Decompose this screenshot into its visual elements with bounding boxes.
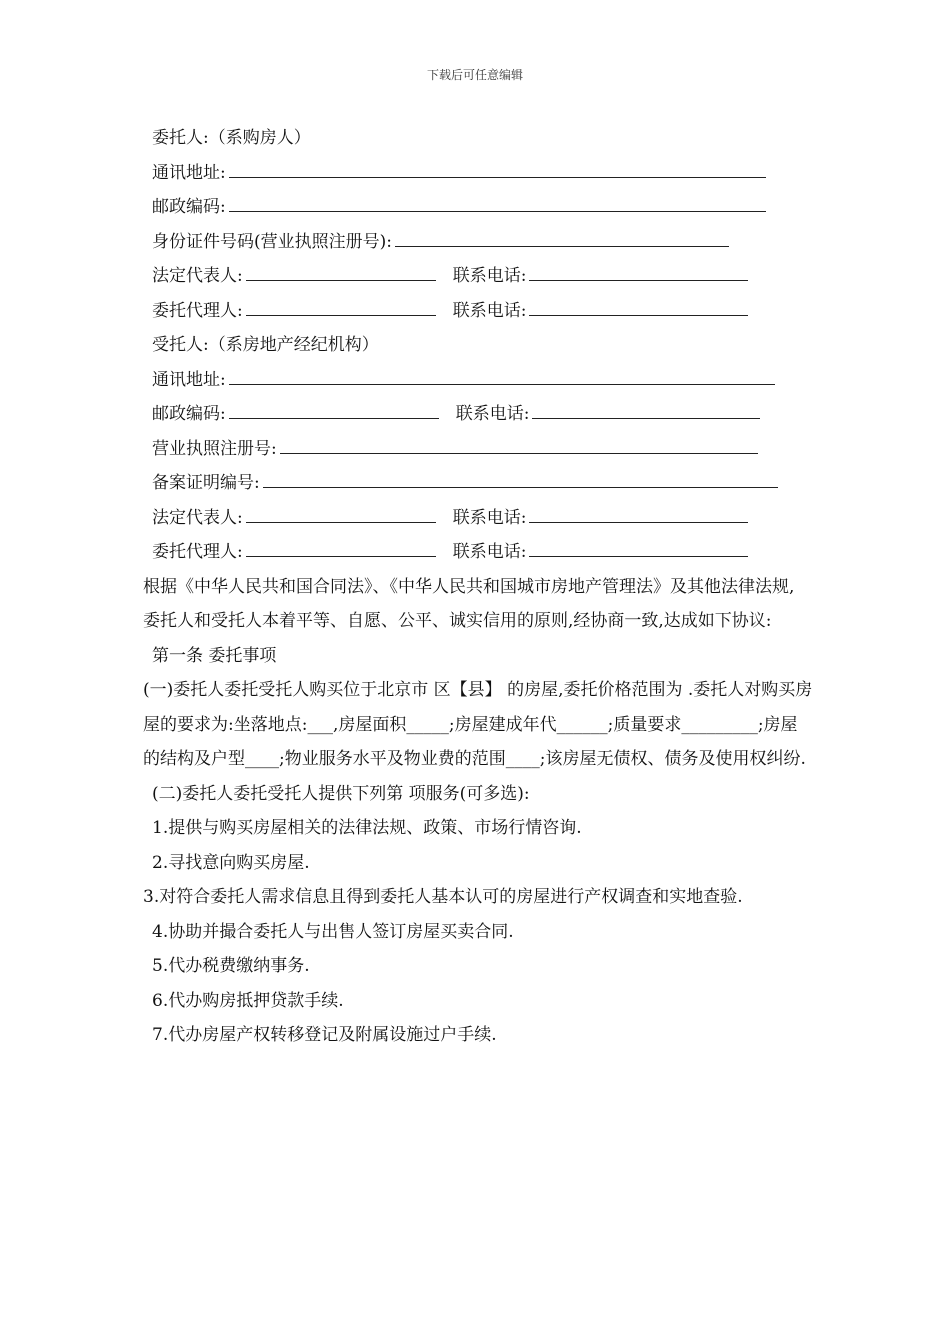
- principles-text: 委托人和受托人本着平等、自愿、公平、诚实信用的原则,经协商一致,达成如下协议:: [143, 611, 772, 631]
- principal-legal-rep-phone-label: 联系电话:: [452, 266, 527, 286]
- principal-legal-rep-label: 法定代表人:: [152, 266, 243, 286]
- trustee-agent-phone-label: 联系电话:: [452, 542, 527, 562]
- service-item: 7.代办房屋产权转移登记及附属设施过户手续.: [152, 1025, 497, 1045]
- trustee-title: 受托人:（系房地产经纪机构）: [152, 335, 379, 355]
- trustee-filing-field[interactable]: [263, 469, 778, 488]
- trustee-license-row: [143, 432, 813, 467]
- trustee-legal-rep-label: 法定代表人:: [152, 507, 243, 528]
- trustee-license-label: 营业执照注册号:: [152, 438, 277, 459]
- principal-address-label: 通讯地址:: [152, 162, 226, 183]
- trustee-postal-label: 邮政编码:: [152, 404, 226, 424]
- trustee-filing-row: [143, 466, 813, 501]
- trustee-agent-phone-field[interactable]: [529, 538, 748, 557]
- principal-address-field[interactable]: [229, 159, 766, 178]
- principal-agent-field[interactable]: [246, 297, 436, 316]
- trustee-legal-rep-phone-label: 联系电话:: [452, 507, 527, 528]
- legal-basis-paragraph: [134, 570, 813, 605]
- article-1-item-1-text: (一)委托人委托受托人购买位于北京市 区【县】 的房屋,委托价格范围为 .委托人对购买房屋的要求为:坐落地点:___,房屋面积_____;房屋建成年代______;质量要求_________;房屋的结构及户型____;物业服务水平及物业费的范围____;该房屋无债权、债务及使用权纠纷.: [143, 680, 813, 769]
- trustee-address-field[interactable]: [229, 366, 775, 385]
- trustee-postal-phone-label: 联系电话:: [455, 404, 530, 424]
- contract-body: [143, 121, 813, 1053]
- principal-id-field[interactable]: [395, 228, 729, 247]
- article-1-item-2: (二)委托人委托受托人提供下列第 项服务(可多选):: [152, 783, 530, 804]
- principal-agent-phone-label: 联系电话:: [452, 300, 527, 321]
- trustee-agent-row: [143, 535, 813, 570]
- trustee-postal-row: [143, 397, 813, 432]
- principal-title: 委托人:（系购房人）: [152, 128, 311, 148]
- legal-basis-text: 根据《中华人民共和国合同法》、《中华人民共和国城市房地产管理法》及其他法律法规,: [143, 576, 795, 597]
- principal-address-row: [143, 156, 813, 191]
- trustee-license-field[interactable]: [280, 435, 758, 454]
- principal-agent-row: [143, 294, 813, 329]
- service-item: 6.代办购房抵押贷款手续.: [152, 990, 344, 1011]
- trustee-agent-label: 委托代理人:: [152, 542, 243, 562]
- trustee-legal-rep-phone-field[interactable]: [529, 504, 748, 523]
- service-item: 5.代办税费缴纳事务.: [152, 956, 310, 976]
- trustee-agent-field[interactable]: [246, 538, 436, 557]
- principal-id-label: 身份证件号码(营业执照注册号):: [152, 231, 392, 252]
- trustee-address-row: [143, 363, 813, 398]
- trustee-address-label: 通讯地址:: [152, 369, 226, 390]
- service-item: [134, 880, 813, 915]
- principal-agent-phone-field[interactable]: [529, 297, 748, 316]
- principal-agent-label: 委托代理人:: [152, 300, 243, 321]
- service-item: 2.寻找意向购买房屋.: [152, 852, 310, 873]
- service-item: 1.提供与购买房屋相关的法律法规、政策、市场行情咨询.: [152, 818, 582, 838]
- principles-paragraph: [134, 604, 813, 639]
- principal-postal-field[interactable]: [229, 193, 766, 212]
- principal-legal-rep-field[interactable]: [246, 262, 436, 281]
- article-1-item-1: [134, 673, 813, 777]
- service-item: 4.协助并撮合委托人与出售人签订房屋买卖合同.: [152, 921, 514, 942]
- principal-postal-row: [143, 190, 813, 225]
- principal-id-row: [143, 225, 813, 260]
- service-item-text: 3.对符合委托人需求信息且得到委托人基本认可的房屋进行产权调查和实地查验.: [143, 887, 743, 907]
- trustee-postal-field[interactable]: [229, 400, 439, 419]
- principal-legal-rep-phone-field[interactable]: [529, 262, 748, 281]
- trustee-filing-label: 备案证明编号:: [152, 473, 260, 493]
- trustee-postal-phone-field[interactable]: [532, 400, 760, 419]
- page-header: 下载后可任意编辑: [426, 68, 523, 82]
- trustee-legal-rep-field[interactable]: [246, 504, 436, 523]
- trustee-legal-rep-row: [143, 501, 813, 536]
- principal-legal-rep-row: [143, 259, 813, 294]
- principal-postal-label: 邮政编码:: [152, 197, 226, 217]
- article-1-heading: 第一条 委托事项: [152, 645, 277, 666]
